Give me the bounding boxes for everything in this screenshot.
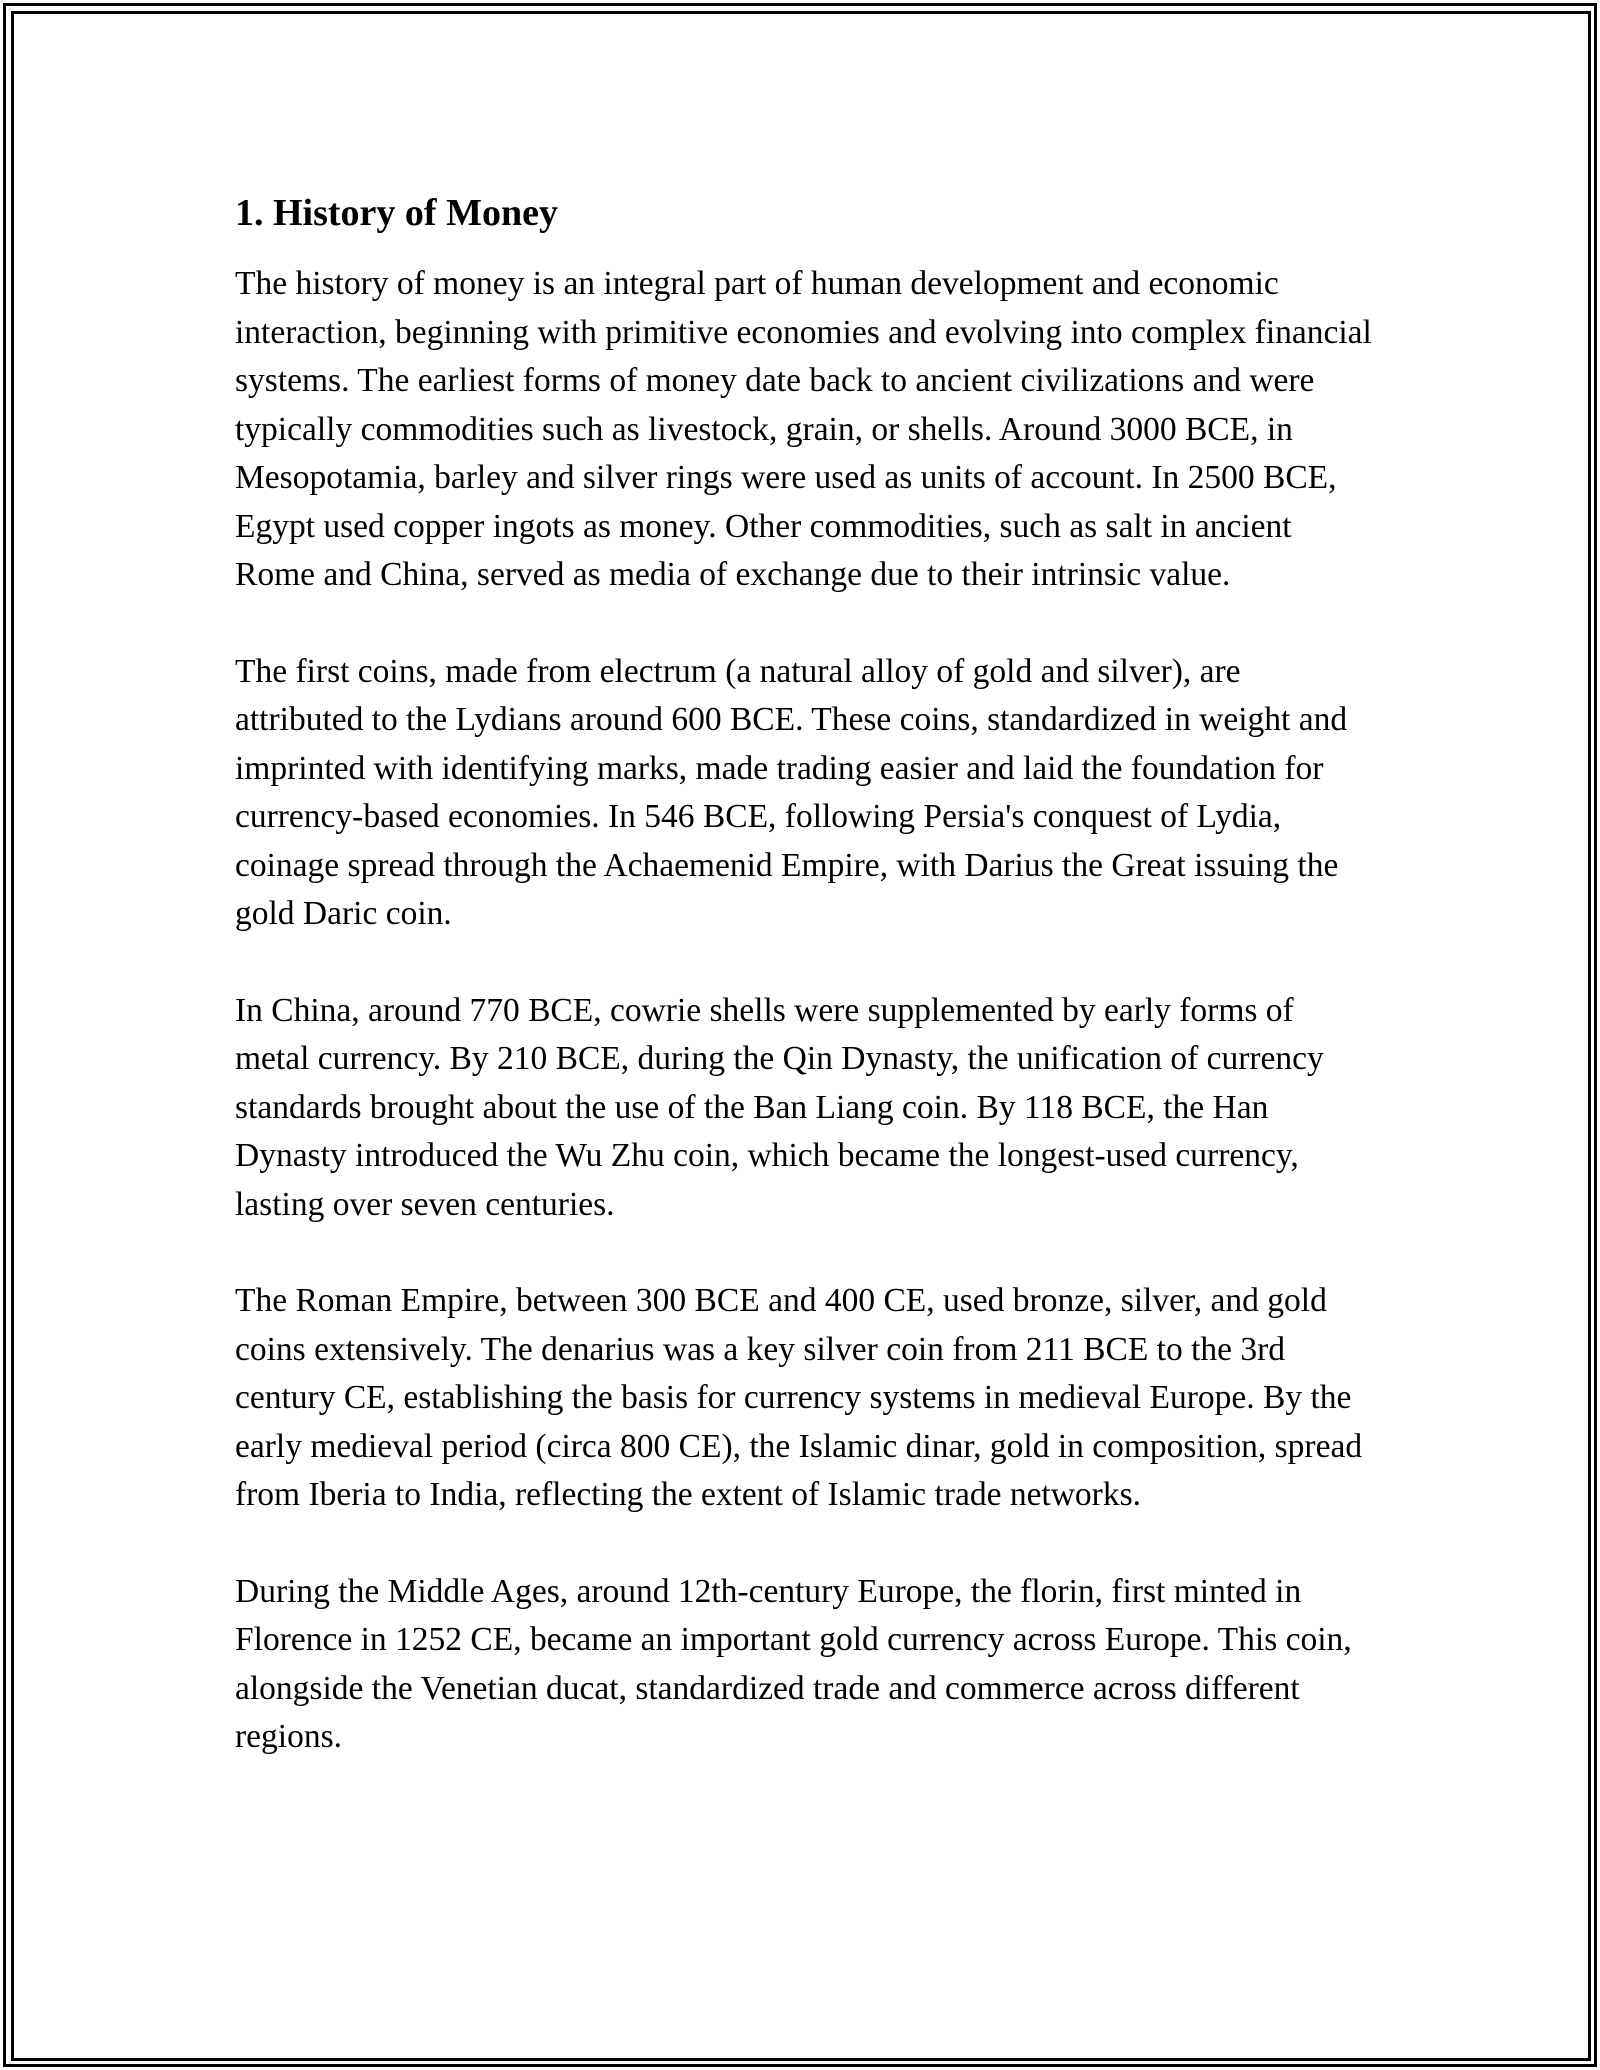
document-body xyxy=(235,188,1375,1810)
section-heading: 1. History of Money xyxy=(235,192,558,234)
paragraph-4: The Roman Empire, between 300 BCE and 400 CE, used bronze, silver, and gold coins extensively. The denarius was a key silver coin from 211 BCE to the 3rd century CE, establishing the basis for currency systems in medieval Europe. By the early medieval period (circa 800 CE), the Islamic dinar, gold in composition, spread from Iberia to India, reflecting the extent of Islamic trade networks. xyxy=(235,1282,1363,1513)
paragraph-1: The history of money is an integral part of human development and economic interaction, beginning with primitive economies and evolving into complex financial systems. The earliest forms of money date back to ancient civilizations and were typically commodities such as livestock, grain, or shells. Around 3000 BCE, in Mesopotamia, barley and silver rings were used as units of account. In 2500 BCE, Egypt used copper ingots as money. Other commodities, such as salt in ancient Rome and China, served as media of exchange due to their intrinsic value. xyxy=(235,265,1372,593)
paragraph-5: During the Middle Ages, around 12th-century Europe, the florin, first minted in Florence in 1252 CE, became an important gold currency across Europe. This coin, alongside the Venetian ducat, standardized trade and commerce across different regions. xyxy=(235,1572,1352,1755)
paragraph-3: In China, around 770 BCE, cowrie shells were supplemented by early forms of metal currency. By 210 BCE, during the Qin Dynasty, the unification of currency standards brought about the use of the Ban Liang coin. By 118 BCE, the Han Dynasty introduced the Wu Zhu coin, which became the longest-used currency, lasting over seven centuries. xyxy=(235,991,1324,1223)
paragraph-2: The first coins, made from electrum (a natural alloy of gold and silver), are attributed to the Lydians around 600 BCE. These coins, standardized in weight and imprinted with identifying marks, made trading easier and laid the foundation for currency-based economies. In 546 BCE, following Persia's conquest of Lydia, coinage spread through the Achaemenid Empire, with Darius the Great issuing the gold Daric coin. xyxy=(235,652,1348,932)
